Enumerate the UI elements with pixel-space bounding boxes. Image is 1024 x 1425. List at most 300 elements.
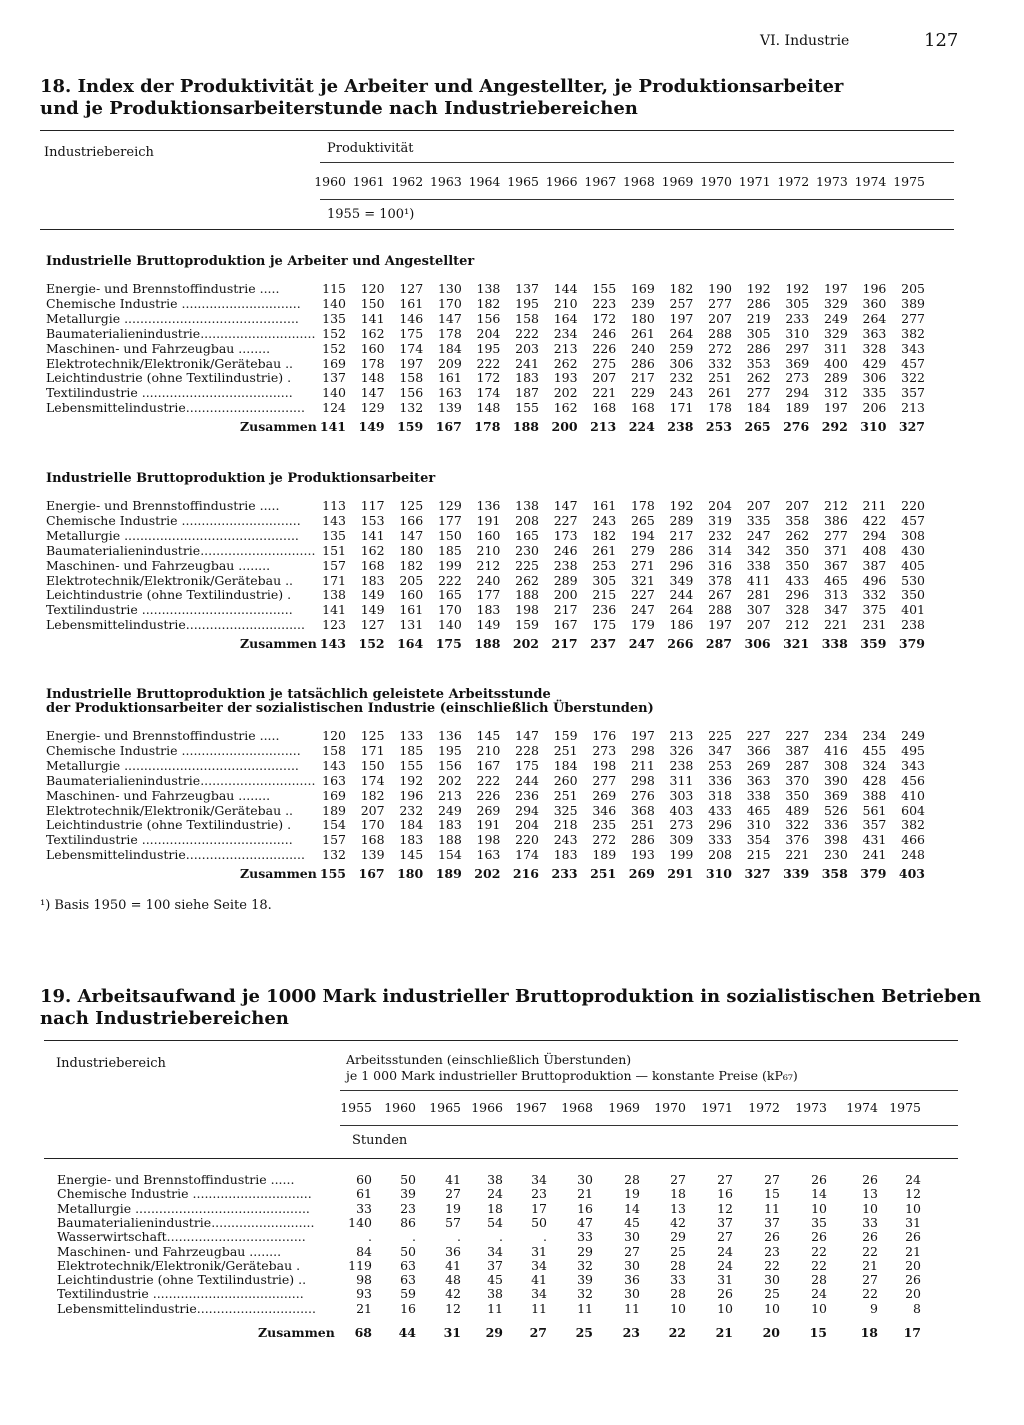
row-label: Energie- und Brennstoffindustrie ..... bbox=[46, 729, 280, 743]
row-value: 195 bbox=[476, 340, 501, 356]
table-row bbox=[0, 1245, 1024, 1259]
row-label: Baumaterialienindustrie............................. bbox=[46, 773, 316, 788]
row-value: 137 bbox=[322, 370, 346, 386]
row-value: 159 bbox=[515, 617, 539, 633]
row-label: Baumaterialienindustrie............................. bbox=[46, 543, 316, 558]
year-header: 1975 bbox=[893, 174, 925, 189]
row-value: 10 bbox=[811, 1300, 827, 1316]
row-value: 232 bbox=[708, 527, 732, 543]
total-value: 265 bbox=[744, 419, 771, 435]
table-row bbox=[0, 744, 1024, 758]
total-value: 266 bbox=[667, 636, 694, 652]
row-value: 221 bbox=[823, 617, 848, 633]
row-value: 333 bbox=[708, 832, 732, 848]
row-label: Chemische Industrie .............................. bbox=[46, 296, 301, 311]
row-value: 136 bbox=[476, 498, 501, 513]
row-value: 251 bbox=[708, 370, 732, 386]
row-value: 183 bbox=[399, 832, 424, 848]
table-18-header-bottom-rule bbox=[40, 229, 954, 230]
table-row bbox=[0, 327, 1024, 341]
row-value: 326 bbox=[669, 742, 694, 758]
row-value: 279 bbox=[630, 542, 655, 558]
table-19-col-header-left: Industriebereich bbox=[56, 1056, 166, 1071]
row-value: 240 bbox=[630, 340, 655, 356]
row-value: 141 bbox=[360, 527, 385, 543]
row-value: 195 bbox=[515, 295, 539, 311]
row-value: 347 bbox=[823, 602, 848, 618]
table-19-header-rule-1 bbox=[340, 1090, 958, 1091]
row-value: 429 bbox=[862, 355, 887, 371]
row-value: 180 bbox=[630, 310, 655, 326]
row-value: 172 bbox=[476, 370, 501, 386]
row-value: 37 bbox=[764, 1214, 780, 1230]
row-value: 163 bbox=[476, 847, 501, 863]
row-label: Textilindustrie ...................................... bbox=[46, 833, 293, 848]
row-value: 376 bbox=[785, 832, 810, 848]
row-value: 353 bbox=[746, 355, 771, 371]
total-value: 238 bbox=[667, 419, 694, 435]
table-19-title-line1: 19. Arbeitsaufwand je 1000 Mark industrieller Bruttoproduktion in sozialistischen Betrieben bbox=[40, 986, 982, 1007]
row-value: 311 bbox=[823, 340, 848, 356]
row-value: 24 bbox=[811, 1286, 827, 1302]
row-value: 241 bbox=[862, 847, 887, 863]
row-label: Chemische Industrie .............................. bbox=[46, 513, 301, 528]
row-value: 246 bbox=[553, 542, 578, 558]
row-value: 129 bbox=[437, 498, 462, 513]
row-value: 272 bbox=[708, 340, 732, 356]
row-value: 135 bbox=[322, 527, 346, 543]
block-heading: Industrielle Bruttoproduktion je Arbeiter und Angestellter bbox=[46, 254, 475, 269]
row-value: 141 bbox=[322, 602, 346, 618]
row-value: 171 bbox=[360, 742, 385, 758]
row-value: 149 bbox=[360, 602, 385, 618]
row-value: 140 bbox=[437, 617, 462, 633]
total-value: 44 bbox=[398, 1325, 416, 1340]
total-value: 152 bbox=[358, 636, 385, 652]
row-value: 211 bbox=[630, 757, 655, 773]
row-value: 184 bbox=[553, 757, 578, 773]
row-value: 286 bbox=[669, 542, 694, 558]
row-value: 33 bbox=[356, 1200, 372, 1216]
row-value: 227 bbox=[630, 587, 655, 603]
row-value: 129 bbox=[360, 400, 385, 416]
row-value: 199 bbox=[437, 557, 462, 573]
total-value: 403 bbox=[898, 866, 925, 882]
year-header: 1964 bbox=[468, 174, 501, 189]
row-value: 235 bbox=[592, 817, 617, 833]
row-value: 60 bbox=[356, 1172, 372, 1187]
row-value: 125 bbox=[360, 728, 385, 743]
row-value: . bbox=[457, 1229, 461, 1245]
row-value: 313 bbox=[823, 587, 848, 603]
row-value: 145 bbox=[476, 728, 501, 743]
row-value: 169 bbox=[322, 787, 346, 803]
row-value: 12 bbox=[445, 1300, 461, 1316]
row-value: 25 bbox=[764, 1286, 780, 1302]
row-value: 328 bbox=[785, 602, 810, 618]
row-value: 61 bbox=[356, 1186, 372, 1202]
row-value: 148 bbox=[476, 400, 501, 416]
row-value: 178 bbox=[437, 325, 462, 341]
row-value: 125 bbox=[399, 498, 424, 513]
row-value: 27 bbox=[717, 1229, 733, 1245]
row-value: 192 bbox=[669, 498, 694, 513]
table-row bbox=[0, 833, 1024, 847]
year-header: 1968 bbox=[622, 174, 655, 189]
row-value: 147 bbox=[553, 498, 578, 513]
row-value: 144 bbox=[553, 281, 578, 296]
row-value: 30 bbox=[577, 1172, 593, 1187]
row-value: 22 bbox=[811, 1243, 827, 1259]
row-value: 207 bbox=[708, 310, 732, 326]
row-label: Lebensmittelindustrie.............................. bbox=[46, 401, 305, 416]
row-value: 9 bbox=[870, 1300, 878, 1316]
year-header: 1961 bbox=[352, 174, 385, 189]
row-value: 171 bbox=[669, 400, 694, 416]
row-value: 269 bbox=[746, 757, 771, 773]
row-value: 39 bbox=[400, 1186, 416, 1202]
row-value: 153 bbox=[360, 512, 385, 528]
row-value: 218 bbox=[553, 817, 578, 833]
total-value: 155 bbox=[319, 866, 346, 882]
table-row bbox=[0, 804, 1024, 818]
row-value: 31 bbox=[717, 1272, 733, 1288]
row-value: 140 bbox=[348, 1214, 372, 1230]
row-value: 310 bbox=[746, 817, 771, 833]
row-value: 316 bbox=[708, 557, 732, 573]
row-value: 253 bbox=[592, 557, 617, 573]
row-value: 123 bbox=[322, 617, 346, 633]
row-value: 325 bbox=[553, 802, 578, 818]
row-value: 208 bbox=[515, 512, 539, 528]
row-value: 189 bbox=[785, 400, 810, 416]
row-value: 286 bbox=[630, 832, 655, 848]
row-value: 31 bbox=[531, 1243, 547, 1259]
row-value: 32 bbox=[577, 1257, 593, 1273]
total-value: 379 bbox=[860, 866, 887, 882]
row-value: 276 bbox=[630, 787, 655, 803]
total-value: 22 bbox=[668, 1325, 686, 1340]
row-value: 298 bbox=[630, 742, 655, 758]
row-value: 238 bbox=[669, 757, 694, 773]
row-value: 187 bbox=[515, 385, 539, 401]
row-value: 307 bbox=[746, 602, 771, 618]
row-value: 57 bbox=[445, 1214, 461, 1230]
row-value: 152 bbox=[322, 325, 346, 341]
total-value: 306 bbox=[744, 636, 771, 652]
total-value: 141 bbox=[319, 419, 346, 435]
total-value: 202 bbox=[474, 866, 501, 882]
row-value: 382 bbox=[901, 325, 925, 341]
row-value: 24 bbox=[487, 1186, 503, 1202]
row-value: 308 bbox=[901, 527, 925, 543]
row-value: 405 bbox=[901, 557, 925, 573]
table-row bbox=[0, 1287, 1024, 1301]
row-value: 8 bbox=[913, 1300, 921, 1316]
row-value: 155 bbox=[399, 757, 424, 773]
row-value: 156 bbox=[399, 385, 424, 401]
year-header: 1971 bbox=[738, 174, 771, 189]
row-value: 465 bbox=[823, 572, 848, 588]
row-value: 157 bbox=[322, 557, 346, 573]
row-value: 139 bbox=[360, 847, 385, 863]
row-value: 203 bbox=[515, 340, 539, 356]
row-value: 294 bbox=[862, 527, 887, 543]
row-value: 184 bbox=[399, 817, 424, 833]
row-label: Energie- und Brennstoffindustrie ..... bbox=[46, 499, 280, 513]
row-value: 13 bbox=[862, 1186, 878, 1202]
row-value: 225 bbox=[708, 728, 732, 743]
row-value: 160 bbox=[399, 587, 424, 603]
row-value: 198 bbox=[592, 757, 617, 773]
row-label: Leichtindustrie (ohne Textilindustrie) . bbox=[46, 371, 292, 386]
row-value: 496 bbox=[862, 572, 887, 588]
running-header-section: VI. Industrie bbox=[760, 33, 850, 49]
row-value: 332 bbox=[862, 587, 887, 603]
total-value: 31 bbox=[443, 1325, 461, 1340]
block-heading-line2: der Produktionsarbeiter der sozialistischen Industrie (einschließlich Überstunden) bbox=[46, 701, 654, 716]
row-value: 36 bbox=[624, 1272, 640, 1288]
row-value: 273 bbox=[592, 742, 617, 758]
row-value: 156 bbox=[437, 757, 462, 773]
row-value: 10 bbox=[862, 1200, 878, 1216]
total-value: 327 bbox=[744, 866, 771, 882]
row-value: 226 bbox=[592, 340, 617, 356]
row-value: 27 bbox=[764, 1172, 780, 1187]
row-value: 217 bbox=[630, 370, 655, 386]
row-value: 387 bbox=[785, 742, 810, 758]
total-value: 321 bbox=[783, 636, 810, 652]
row-value: 10 bbox=[717, 1300, 733, 1316]
row-value: 264 bbox=[669, 325, 694, 341]
row-value: 206 bbox=[862, 400, 887, 416]
row-value: 63 bbox=[400, 1257, 416, 1273]
row-value: 403 bbox=[669, 802, 694, 818]
row-value: . bbox=[368, 1229, 372, 1245]
year-header: 1965 bbox=[429, 1100, 461, 1115]
total-label: Zusammen bbox=[240, 637, 317, 652]
row-value: 277 bbox=[592, 772, 617, 788]
row-value: 34 bbox=[487, 1243, 503, 1259]
table-19-title bbox=[40, 986, 981, 1030]
row-label: Elektrotechnik/Elektronik/Gerätebau .. bbox=[46, 803, 294, 818]
row-label: Leichtindustrie (ohne Textilindustrie) . bbox=[46, 818, 292, 833]
row-value: 286 bbox=[630, 355, 655, 371]
row-value: 178 bbox=[708, 400, 732, 416]
total-value: 188 bbox=[474, 636, 501, 652]
row-value: 175 bbox=[515, 757, 539, 773]
row-value: 33 bbox=[862, 1214, 878, 1230]
row-value: 26 bbox=[717, 1286, 733, 1302]
row-value: 174 bbox=[476, 385, 501, 401]
row-value: 215 bbox=[592, 587, 617, 603]
row-value: 138 bbox=[322, 587, 346, 603]
row-value: 287 bbox=[785, 757, 810, 773]
table-18-footnote: ¹) Basis 1950 = 100 siehe Seite 18. bbox=[40, 898, 272, 913]
row-value: 489 bbox=[785, 802, 810, 818]
row-value: 261 bbox=[630, 325, 655, 341]
row-label: Metallurgie ............................................ bbox=[46, 758, 299, 773]
row-value: 207 bbox=[592, 370, 617, 386]
row-value: 233 bbox=[785, 310, 810, 326]
total-value: 251 bbox=[590, 866, 617, 882]
row-label: Energie- und Brennstoffindustrie ..... bbox=[46, 282, 280, 296]
row-value: 222 bbox=[437, 572, 462, 588]
row-value: 296 bbox=[785, 587, 810, 603]
row-value: 168 bbox=[360, 832, 385, 848]
row-value: 17 bbox=[531, 1200, 547, 1216]
row-label: Chemische Industrie .............................. bbox=[46, 743, 301, 758]
row-value: 147 bbox=[437, 310, 462, 326]
row-value: 149 bbox=[360, 587, 385, 603]
row-value: 18 bbox=[487, 1200, 503, 1216]
row-value: 386 bbox=[823, 512, 848, 528]
row-value: 119 bbox=[348, 1257, 372, 1273]
total-value: 338 bbox=[821, 636, 848, 652]
row-value: 205 bbox=[399, 572, 424, 588]
total-value: 224 bbox=[628, 419, 655, 435]
year-header: 1972 bbox=[748, 1100, 780, 1115]
row-value: 11 bbox=[764, 1200, 780, 1216]
row-value: 23 bbox=[531, 1186, 547, 1202]
row-value: 168 bbox=[630, 400, 655, 416]
year-header: 1966 bbox=[545, 174, 578, 189]
row-value: 154 bbox=[437, 847, 462, 863]
table-row bbox=[0, 312, 1024, 326]
row-value: 329 bbox=[823, 295, 848, 311]
row-value: 120 bbox=[360, 281, 385, 296]
table-row bbox=[0, 1202, 1024, 1216]
row-value: 336 bbox=[823, 817, 848, 833]
row-value: 26 bbox=[764, 1229, 780, 1245]
row-value: 29 bbox=[577, 1243, 593, 1259]
row-value: 243 bbox=[592, 512, 617, 528]
year-header: 1969 bbox=[608, 1100, 640, 1115]
row-value: 158 bbox=[322, 742, 346, 758]
row-value: 29 bbox=[670, 1229, 686, 1245]
row-value: 194 bbox=[630, 527, 655, 543]
row-value: 305 bbox=[785, 295, 810, 311]
row-value: 305 bbox=[592, 572, 617, 588]
row-value: 236 bbox=[592, 602, 617, 618]
table-row bbox=[0, 544, 1024, 558]
row-value: 182 bbox=[669, 281, 694, 296]
row-value: 319 bbox=[708, 512, 732, 528]
row-value: 182 bbox=[360, 787, 385, 803]
row-value: 170 bbox=[360, 817, 385, 833]
row-value: 138 bbox=[476, 281, 501, 296]
row-value: 21 bbox=[577, 1186, 593, 1202]
table-19-header-rule-2 bbox=[340, 1125, 958, 1126]
year-header: 1966 bbox=[471, 1100, 503, 1115]
row-value: 183 bbox=[476, 602, 501, 618]
row-value: 150 bbox=[360, 295, 385, 311]
table-row bbox=[0, 529, 1024, 543]
row-value: 350 bbox=[785, 787, 810, 803]
row-value: 22 bbox=[862, 1243, 878, 1259]
table-19-col-header-right-line1: Arbeitsstunden (einschließlich Überstunden) bbox=[346, 1052, 632, 1067]
row-value: 306 bbox=[862, 370, 887, 386]
row-value: 369 bbox=[823, 787, 848, 803]
row-value: 16 bbox=[400, 1300, 416, 1316]
row-value: 251 bbox=[553, 742, 578, 758]
row-value: 259 bbox=[669, 340, 694, 356]
row-value: 36 bbox=[445, 1243, 461, 1259]
row-value: 19 bbox=[445, 1200, 461, 1216]
row-value: 248 bbox=[901, 847, 925, 863]
row-value: 39 bbox=[577, 1272, 593, 1288]
row-value: 273 bbox=[669, 817, 694, 833]
row-value: 275 bbox=[592, 355, 617, 371]
total-value: 292 bbox=[821, 419, 848, 435]
row-value: 408 bbox=[862, 542, 887, 558]
total-value: 359 bbox=[860, 636, 887, 652]
row-value: 220 bbox=[901, 498, 925, 513]
row-value: 350 bbox=[901, 587, 925, 603]
table-row bbox=[0, 774, 1024, 788]
total-value: 216 bbox=[512, 866, 539, 882]
row-value: 26 bbox=[905, 1229, 921, 1245]
row-value: 175 bbox=[399, 325, 424, 341]
row-value: 185 bbox=[437, 542, 462, 558]
row-value: 433 bbox=[785, 572, 810, 588]
row-value: 137 bbox=[515, 281, 539, 296]
total-value: 276 bbox=[783, 419, 810, 435]
total-value: 310 bbox=[705, 866, 732, 882]
row-value: 113 bbox=[322, 498, 346, 513]
row-label: Maschinen- und Fahrzeugbau ........ bbox=[46, 341, 271, 356]
total-value: 23 bbox=[622, 1325, 640, 1340]
row-value: 238 bbox=[901, 617, 925, 633]
row-value: 131 bbox=[399, 617, 424, 633]
row-value: 530 bbox=[901, 572, 925, 588]
row-value: 272 bbox=[592, 832, 617, 848]
row-value: 193 bbox=[553, 370, 578, 386]
row-value: 243 bbox=[553, 832, 578, 848]
row-value: 244 bbox=[515, 772, 539, 788]
row-value: 251 bbox=[553, 787, 578, 803]
row-value: 28 bbox=[670, 1257, 686, 1273]
row-label: Textilindustrie ...................................... bbox=[46, 386, 293, 401]
row-value: 132 bbox=[399, 400, 424, 416]
block-heading: Industrielle Bruttoproduktion je Produktionsarbeiter bbox=[46, 471, 436, 486]
row-value: 289 bbox=[669, 512, 694, 528]
table-row bbox=[0, 1216, 1024, 1230]
table-row bbox=[0, 401, 1024, 415]
row-value: 35 bbox=[811, 1214, 827, 1230]
row-value: 10 bbox=[811, 1200, 827, 1216]
row-value: 243 bbox=[669, 385, 694, 401]
row-value: 328 bbox=[862, 340, 887, 356]
row-value: 322 bbox=[785, 817, 810, 833]
row-value: 232 bbox=[399, 802, 424, 818]
total-value: 202 bbox=[512, 636, 539, 652]
row-label: Textilindustrie ...................................... bbox=[46, 603, 293, 618]
row-value: 314 bbox=[708, 542, 732, 558]
row-value: 59 bbox=[400, 1286, 416, 1302]
row-value: 310 bbox=[785, 325, 810, 341]
row-label: Leichtindustrie (ohne Textilindustrie) . bbox=[46, 588, 292, 603]
total-value: 18 bbox=[860, 1325, 878, 1340]
row-value: 158 bbox=[399, 370, 424, 386]
row-value: 238 bbox=[553, 557, 578, 573]
row-value: 178 bbox=[630, 498, 655, 513]
total-value: 175 bbox=[435, 636, 462, 652]
table-18-header-rule-1 bbox=[320, 162, 954, 163]
row-value: 388 bbox=[862, 787, 887, 803]
row-value: 182 bbox=[592, 527, 617, 543]
table-18-col-header-right: Produktivität bbox=[327, 141, 414, 156]
